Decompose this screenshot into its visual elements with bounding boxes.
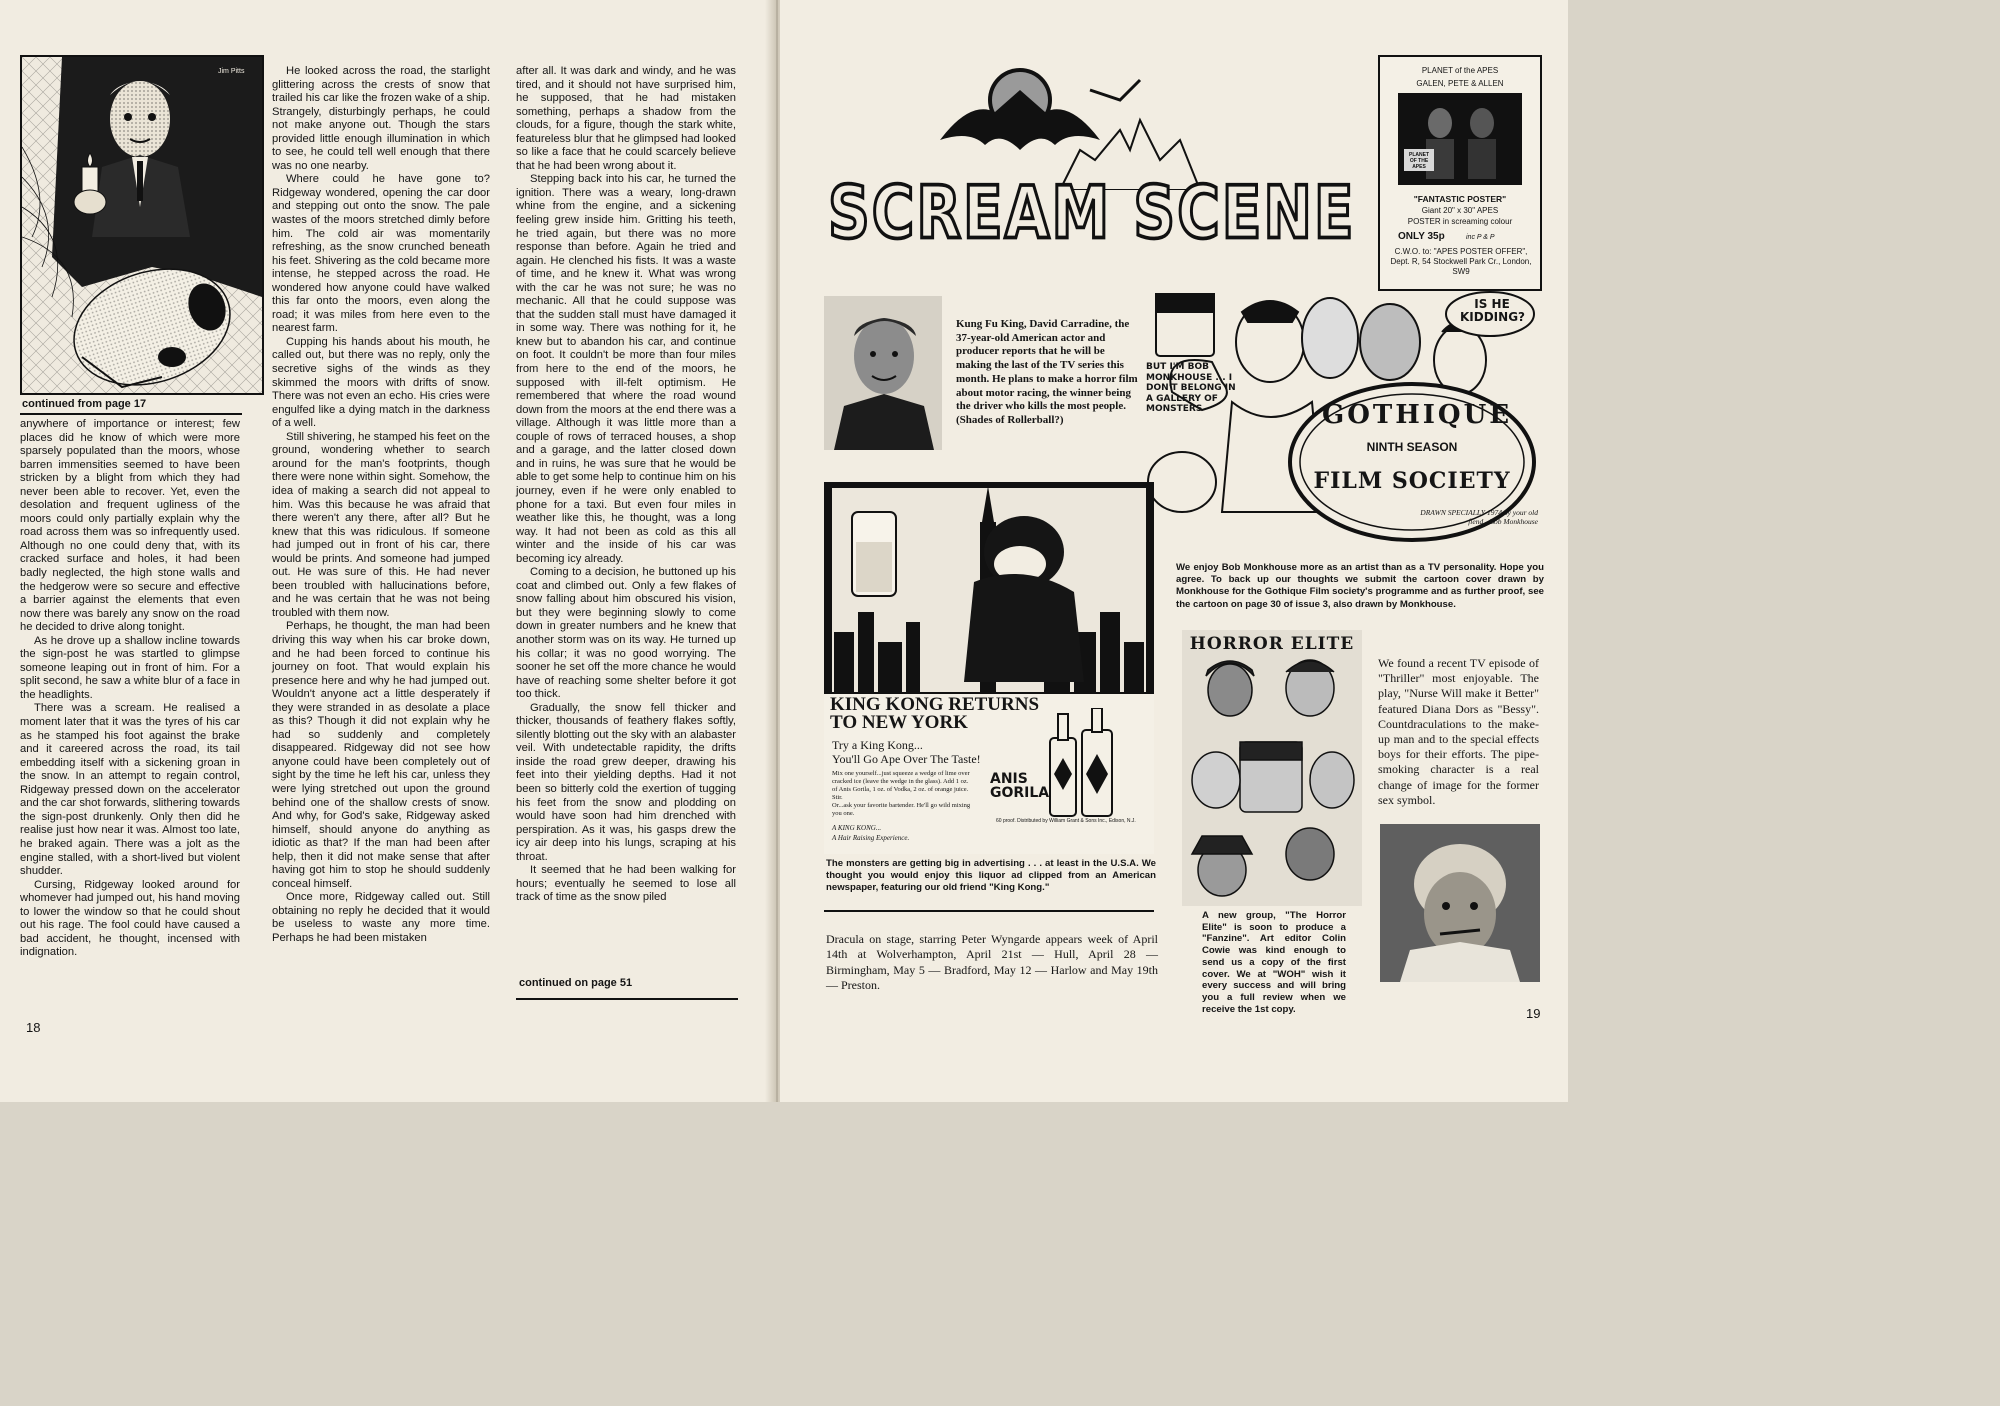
king-kong-sign-1: A KING KONG... [832, 824, 882, 832]
horror-elite-cover [1182, 630, 1362, 906]
story-paragraph: Gradually, the snow fell thicker and thicker, thousands of feathery flakes softly, silently blotting out the sky with an alabaster veil. With undetectable rapidity, the drifts inside the road grew deeper, drawing his feet into their yielding depths. Had it not been so bitterly cold the exertion of tugging his feet from the snow and plodding on would have soon had him drenched with perspiration. As it was, his gasps drew the icy air deep into his lungs, scraping at his throat. [516, 701, 736, 863]
skull-candle-illustration [22, 57, 262, 393]
anis-gorila-bottles-icon [1046, 708, 1116, 818]
king-kong-tagline-1: Try a King Kong... [832, 738, 923, 752]
apes-ad-subtitle: GALEN, PETE & ALLEN [1416, 79, 1504, 88]
right-page [780, 0, 1568, 1102]
story-paragraph: anywhere of importance or interest; few places did he know of which were more sparsely populated than the moors, whose barren immensities seemed to have been stricken by a blight from which they had never been able to recover. Yet, even the desolation and frequent ugliness of the moors could only partially explain why the road across them was so infrequently used. Although no one could deny that, with its cracked surface and holes, it had been badly neglected, the high stone walls and the hedgerow were so secure and effective a barrier against the elements that even now there was barely any snow on the road he decided to drive along tonight. [20, 418, 240, 634]
apes-ad-price-note: inc P & P [1466, 234, 1495, 241]
speech-bob-monkhouse: BUT I'M BOB MONKHOUSE ... I DON'T BELONG IN A GALLERY OF MONSTERS [1146, 362, 1236, 414]
apes-poster-photo [1398, 93, 1522, 185]
svg-text:Jim Pitts: Jim Pitts [218, 68, 245, 75]
anis-gorila-brand: ANIS GORILA [990, 771, 1050, 801]
anis-gorila-fine-print: 60 proof. Distributed by William Grant & Sons Inc., Edison, N.J. [996, 818, 1136, 824]
story-paragraph: Perhaps, he thought, the man had been driving this way when his car broke down, and he had been forced to continue his journey on foot. That would explain his presence here and why he had jumped out. Wouldn't anyone act a little desperately if they were stranded in as desolate a place as this? Though it did not explain why he had so suddenly and completely disappeared. Ridgeway did not see how anyone could have been completely out of sight by the time he left his car, unless they were lying stretched out upon the ground behind one of the shallow crests of snow. And why, for God's sake, Ridgeway asked himself, should anyone do anything as idiotic as that? If the man had been after help, then it did not make sense that after having got him to stop he should suddenly conceal himself. [272, 620, 490, 890]
story-column-1 [20, 418, 240, 960]
story-paragraph: after all. It was dark and windy, and he was tired, and it should not have surprised him, he supposed, that he had mistaken something, perhaps a shadow from the clouds, for a figure, though the stark white, featureless blur that he glimpsed had looked so like a face that he could scarcely believe that he had been wrong about it. [516, 65, 736, 172]
apes-ad-address: C.W.O. to: "APES POSTER OFFER", Dept. R, 54 Stockwell Park Cr., London, SW9 [1390, 247, 1532, 276]
king-kong-sign-2: A Hair Raising Experience. [832, 834, 910, 842]
horror-elite-caption: A new group, "The Horror Elite" is soon to produce a "Fanzine". Art editor Colin Cowie was kind enough to send us a copy of the first cover. We at "WOH" wish it every success and will bring you a full review when we receive the 1st copy. [1202, 910, 1346, 1015]
story-paragraph: Cupping his hands about his mouth, he called out, but there was no reply, only the secretive sighs of the winds as they skimmed the moors with drifts of snow. There was not even an echo. His cries were engulfed like a dying match in the darkness of a well. [272, 335, 490, 430]
story-paragraph: Coming to a decision, he buttoned up his coat and climbed out. Only a few flakes of snow falling about him obscured his vision, but they were beginning slowly to come down in greater numbers and he knew that another storm was on its way. He turned up his collar; it was no good worrying. The sooner he set off the more chance he would have of reaching some shelter before it got too thick. [516, 566, 736, 701]
monkhouse-signature: DRAWN SPECIALLY 1974 by your old fiend - Bob Monkhouse [1420, 508, 1538, 526]
apes-ad-price: ONLY 35p [1398, 231, 1445, 242]
thriller-note: We found a recent TV episode of "Thriller" most enjoyable. The play, "Nurse Will make it Better" featured Diana Dors as "Bessy". Countdraculations to the make-up man and to the special effects boys for their efforts. The pipe-smoking character is a real change of image for the former sex symbol. [1378, 656, 1539, 807]
story-paragraph: Where could he have gone to? Ridgeway wondered, opening the car door and stepping out onto the snow. The pale wastes of the moors stretched dimly before him. The cold air was momentarily refreshing, as the snow crunched beneath his feet. Shivering as the cold became more intense, he stepped across the road. He wondered how anyone could have walked this far onto the moors, even along the road; it was miles from here even to the nearest farm. [272, 173, 490, 335]
page-number-left: 18 [26, 1020, 41, 1035]
page-number-right: 19 [1526, 1006, 1541, 1021]
dracula-note: Dracula on stage, starring Peter Wyngarde appears week of April 14th at Wolverhampton, April 21st — Hull, April 28 — Birmingham, May 5 — Bradford, May 12 — Harlow and May 19th — Preston. [826, 932, 1158, 993]
diana-dors-photo [1380, 824, 1540, 982]
gothique-caption: We enjoy Bob Monkhouse more as an artist than as a TV personality. Hope you agree. To back up our thoughts we submit the cartoon cover drawn by Monkhouse for the Gothique Film society's programme and as further proof, see the cartoon on page 30 of issue 3, also drawn by Monkhouse. [1176, 562, 1544, 610]
apes-ad-detail: POSTER in screaming colour [1407, 217, 1513, 226]
apes-ad-title: PLANET of the APES [1421, 66, 1499, 75]
story-column-3 [516, 65, 736, 905]
story-paragraph: He looked across the road, the starlight glittering across the crests of snow that trailed his car like the frozen wake of a ship. Strangely, disturbingly perhaps, he could not make anyone out. Though the stars provided little enough illumination in which to see, he could tell well enough that there was no one nearby. [272, 65, 490, 172]
carradine-caption: Kung Fu King, David Carradine, the 37-year-old American actor and producer reports that he will be making the last of the TV series this month. He plans to make a horror film about motor racing, the winner being the driver who kills the most people. (Shades of Rollerball?) [956, 318, 1138, 426]
continued-from-caption: continued from page 17 [22, 398, 147, 410]
horror-elite-faces-icon [1182, 630, 1362, 906]
caption-rule [20, 413, 242, 415]
story-paragraph: As he drove up a shallow incline towards the sign-post he was startled to glimpse someone leaping out in front of him. For a split second, he saw a white blur of a face in the headlights. [20, 634, 240, 701]
story-illustration [20, 55, 264, 395]
horror-elite-title: HORROR ELITE [1189, 634, 1355, 654]
dracula-rule [824, 910, 1154, 912]
king-kong-gorilla-icon [824, 482, 1154, 694]
king-kong-caption: The monsters are getting big in advertising . . . at least in the U.S.A. We thought you would enjoy this liquor ad clipped from an American newspaper, featuring our old friend "King Kong." [826, 858, 1156, 894]
gothique-season: NINTH SEASON [1366, 440, 1458, 454]
speech-is-he-kidding: IS HE KIDDING? [1460, 297, 1526, 324]
apes-ad-headline: "FANTASTIC POSTER" [1413, 194, 1507, 204]
apes-ad-size: Giant 20" x 30" APES [1421, 206, 1499, 215]
king-kong-tagline-2: You'll Go Ape Over The Taste! [832, 752, 981, 766]
king-kong-headline: KING KONG RETURNS TO NEW YORK [830, 694, 1040, 733]
carradine-photo [824, 296, 942, 450]
story-paragraph: It seemed that he had been walking for hours; eventually he seemed to lose all track of time as the snow piled [516, 864, 736, 904]
story-paragraph: There was a scream. He realised a moment later that it was the tyres of his car as he stamped his foot against the brake and it careered across the road, its tail embedding itself with a sickening groan in the snow. In an attempt to regain control, Ridgeway pressed down on the accelerator and the car shot forwards, slithering towards the sign-post drunkenly. Only then did he realise just how near it was. Almost too late, he braked again. There was a jolt as the engine stalled, with a short-lived but violent shudder. [20, 702, 240, 878]
king-kong-recipe-2: Or...ask your favorite bartender. He'll go wild mixing you one. [832, 802, 971, 817]
apes-poster-logo: PLANET OF THE APES [1409, 152, 1429, 170]
king-kong-recipe: Mix one yourself...just squeeze a wedge of lime over cracked ice (leave the wedge in the glass). Add 1 oz. of Anis Gorila, 1 oz. of Vodka, 2 oz. of orange juice. Stir. [832, 770, 970, 801]
continued-rule [516, 998, 738, 1000]
story-paragraph: Still shivering, he stamped his feet on the ground, wondering whether to search around for the man's footprints, though there were none within sight. Somehow, the idea of making a search did not appeal to him. Was this because he was afraid that there weren't any there, after all? But he knew that this was ridiculous. If someone had jumped out in front of his car, there would be prints. And someone had jumped out. He was sure of this. He had never been troubled with hallucinations before, and he was certain that he was not being troubled with them now. [272, 430, 490, 619]
story-paragraph: Once more, Ridgeway called out. Still obtaining no reply he decided that it would be useless to waste any more time. Perhaps he had been mistaken [272, 891, 490, 944]
king-kong-ad [824, 482, 1154, 854]
gothique-film-society: FILM SOCIETY [1313, 468, 1511, 494]
apes-poster-ad [1378, 55, 1542, 291]
scream-scene-banner [820, 60, 1356, 290]
story-paragraph: Cursing, Ridgeway looked around for whomever had jumped out, his hand moving to lower the window so that he could shout out his rage. The fool could have caused a bad accident, he thought, incensed with indignation. [20, 878, 240, 959]
story-paragraph: Stepping back into his car, he turned the ignition. There was a weary, long-drawn whine from the engine, and a sickening feeling grew inside him. Gritting his teeth, he tried again, but there was no more response than before. Again he tried and again. He clenched his fists. It was a waste of time, and he knew it. What was wrong with the car he was not sure; he was no mechanic. All that he could suppose was that the sudden stall must have damaged it in some way. There was nothing for it, he knew but to abandon his car, and continue on foot. It couldn't be more than four miles from here to the end of the moors, he supposed with ill-felt optimism. He remembered that where the road wound down from the moors at the end there was a village. Although it was little more than a couple of rows of terraced houses, a shop and a garage, and the latter closed down and in ruins, he was sure that he would be able to get some help to continue him on his journey, even if he were only enabled to phone for a taxi. But even four miles in weather like this, he thought, was a long way. It had not been as cold as this all winter and the inside of his car was becoming icy already. [516, 173, 736, 565]
gothique-title: GOTHIQUE [1322, 400, 1513, 430]
scream-scene-title: SCREAM SCENE [828, 170, 1356, 255]
left-page [0, 0, 775, 1102]
story-column-2 [272, 65, 490, 946]
continued-on-caption: continued on page 51 [519, 977, 633, 989]
gothique-cartoon [1142, 282, 1542, 560]
